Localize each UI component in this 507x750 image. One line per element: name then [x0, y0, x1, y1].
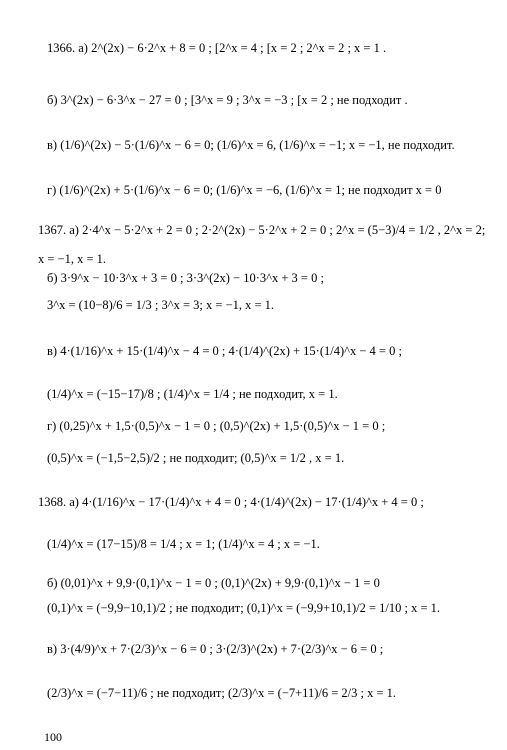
line-3: в) (1/6)^(2x) − 5·(1/6)^x − 6 = 0; (1/6)^x = 6, (1/6)^x = −1; x = −1, не подходит.	[47, 138, 455, 152]
line-12: (0,5)^x = (−1,5−2,5)/2 ; не подходит; (0,5)^x = 1/2 , x = 1.	[47, 451, 345, 465]
line-18: (2/3)^x = (−7−11)/6 ; не подходит; (2/3)^x = (−7+11)/6 = 2/3 ; x = 1.	[47, 686, 397, 700]
line-10: (1/4)^x = (−15−17)/8 ; (1/4)^x = 1/4 ; не подходит, x = 1.	[47, 387, 338, 401]
line-8: 3^x = (10−8)/6 = 1/3 ; 3^x = 3; x = −1, x = 1.	[47, 298, 275, 312]
line-6: x = −1, x = 1.	[38, 252, 107, 266]
line-2: б) 3^(2x) − 6·3^x − 27 = 0 ; [3^x = 9 ; 3^x = −3 ; [x = 2 ; не подходит .	[47, 93, 408, 107]
line-14: (1/4)^x = (17−15)/8 = 1/4 ; x = 1; (1/4)^x = 4 ; x = −1.	[47, 537, 320, 551]
line-13: 1368. а) 4·(1/16)^x − 17·(1/4)^x + 4 = 0 ; 4·(1/4)^(2x) − 17·(1/4)^x + 4 = 0 ;	[38, 495, 424, 509]
line-17: в) 3·(4/9)^x + 7·(2/3)^x − 6 = 0 ; 3·(2/3)^(2x) + 7·(2/3)^x − 6 = 0 ;	[47, 642, 384, 656]
page-number: 100	[44, 730, 62, 744]
line-9: в) 4·(1/16)^x + 15·(1/4)^x − 4 = 0 ; 4·(1/4)^(2x) + 15·(1/4)^x − 4 = 0 ;	[47, 344, 402, 358]
line-5: 1367. а) 2·4^x − 5·2^x + 2 = 0 ; 2·2^(2x) − 5·2^x + 2 = 0 ; 2^x = (5−3)/4 = 1/2 , 2^x = 2;	[38, 223, 486, 237]
line-15: б) (0,01)^x + 9,9·(0,1)^x − 1 = 0 ; (0,1)^(2x) + 9,9·(0,1)^x − 1 = 0	[47, 576, 380, 590]
line-4: г) (1/6)^(2x) + 5·(1/6)^x − 6 = 0; (1/6)^x = −6, (1/6)^x = 1; не подходит x = 0	[47, 183, 442, 197]
line-16: (0,1)^x = (−9,9−10,1)/2 ; не подходит; (0,1)^x = (−9,9+10,1)/2 = 1/10 ; x = 1.	[47, 601, 440, 615]
line-11: г) (0,25)^x + 1,5·(0,5)^x − 1 = 0 ; (0,5)^(2x) + 1,5·(0,5)^x − 1 = 0 ;	[47, 419, 386, 433]
line-1: 1366. а) 2^(2x) − 6·2^x + 8 = 0 ; [2^x = 4 ; [x = 2 ; 2^x = 2 ; x = 1 .	[47, 41, 387, 55]
line-7: б) 3·9^x − 10·3^x + 3 = 0 ; 3·3^(2x) − 10·3^x + 3 = 0 ;	[47, 271, 324, 285]
